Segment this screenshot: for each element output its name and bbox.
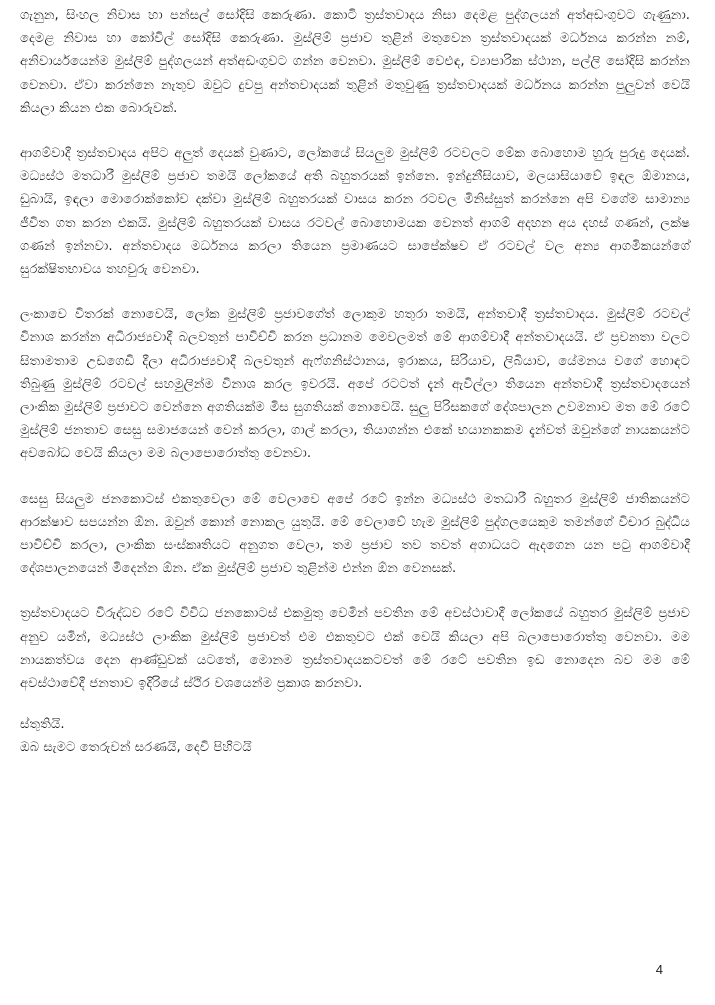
- page-number: 4: [655, 962, 663, 977]
- closing-blessing: ඔබ සැමට තෙරුවන් සරණයි, දෙවි පිහිටයි: [20, 740, 252, 756]
- closing-thanks: ස්තුතියි.: [20, 717, 65, 733]
- paragraph-4: සෙසු සියලුම ජනකොටස් එකතුවෙලා මේ වෙලාවෙ අපේ රටේ ඉන්න මධ්‍යස්ථ මතධාරී බහුතර මුස්ලිම් ජාතිකයන්ට ආරක්ෂාව සපයන්න ඕන. ඔවුන් කොන් නොකල යුතුයි. මේ වෙලාවේ හැම මුස්ලිම් පුද්ගලයෙකුම තමන්ගේ විචාර බුද්ධිය පාවිච්චි කරලා, ලාංකික සංස්කෘතියට අනුගත වෙලා, තම ප්‍රජාව තව තවත් අගාධයට ඇදගෙන යන පටු ආගම්වාදී දේශපාලනයෙන් මිදෙන්න ඕන. ඒක මුස්ලිම් ප්‍රජාව තුළින්ම එන්න ඕන වෙනසක්.: [20, 491, 690, 577]
- paragraph-1: ගැනුන, සිංහල නිවාස හා පන්සල් සෝදිසි කෙරුණා. කොටි ත්‍රස්තවාදය නිසා දෙමළ පුද්ගලයන් අත්අඩංගුවට ගැණුනා. දෙමළ නිවාස හා කෝවිල් සෝදිසි කෙරුණා. මුස්ලිම් ප්‍රජාව තුළින් මතුවෙන ත්‍රස්තවාදයක් මර්ධනය කරන්න නම්, අනිවාර්යයෙන්ම මුස්ලිම් පුද්ගලයන් අත්අඩංගුවට ගන්න වෙනවා. මුස්ලිම් වෙළුඳ, ව්‍යාපාරික ස්ථාන, පල්ලි සෝදිසි කරන්න වෙනවා. ඒවා කරන්නෙ නැතුව ඔවුට දුවපු අන්තවාදයක් තුළින් මතුවුණු ත්‍රස්තවාදයක් මර්ධනය කරන්න පුලුවන් වෙයි කියලා කියන එක බොරුවක්.: [20, 8, 690, 116]
- document-body: [20, 4, 690, 760]
- paragraph-5: ත්‍රස්තවාදයට විරුද්ධව රටේ විවිධ ජනකොටස් එකමුතු වෙමින් පවතින මේ අවස්ථාවාදී ලෝකයේ බහුතර මුස්ලිම් ප්‍රජාව අනුව යමින්, මධ්‍යස්ථ ලාංකික මුස්ලිම් ප්‍රජාවත් එම එකතුවට එක් වෙයි කියලා අපි බලාපොරොත්තු වෙනවා. මම නායකත්වය දෙන ආණ්ඩුවක් යටතේ, මොනම ත්‍රස්තවාදයකටවත් මේ රටේ පවතින ඉඩ නොදෙන බව මම මේ අවස්ථාවේදී ජනතාව ඉදිරියේ ස්ථිර වශයෙන්ම ප්‍රකාශ කරනවා.: [20, 606, 690, 692]
- paragraph-2: ආගම්වාදී ත්‍රස්තවාදය අපිට අලුත් දෙයක් වුණාට, ලෝකයේ සියලුම මුස්ලිම් රටවලට මේක බොහොම හුරු පුරුදු දෙයක්. මධ්‍යස්ථ මතධාරී මුස්ලිම් ප්‍රජාව තමයි ලෝකයේ අති බහුතරයක් ඉන්නෙ. ඉන්දුනීසියාව, මලයාසියාවේ ඉඳල ඕමානය, ඩුබායි, ඉඳලා මොරොක්කෝව දක්වා මුස්ලිම් බහුතරයක් වාසය කරන රටවල මිනිස්සුත් කරන්නෙ අපි වගේම සාමාන්‍ය ජීවිත ගත කරන එකයි. මුස්ලිම් බහුතරයක් වාසය රටවල් බොහොමයක වෙනත් ආගම් අදහන අය දහස් ගණන්, ලක්ෂ ගණන් ඉන්නවා. අන්තවාදය මර්ධනය කරලා තියෙන ප්‍රමාණයට සාපේක්ෂව ඒ රටවල් වල අන්‍ය ආගමිකයන්ගේ සුරක්ෂිතභාවය තහවුරු වෙනවා.: [20, 146, 690, 278]
- paragraph-3: ලංකාවෙ විතරක් නොවෙයි, ලෝක මුස්ලිම් ප්‍රජාවගේත් ලොකුම හතුරා තමයි, අන්තවාදී ත්‍රස්තවාදය. මුස්ලිම් රටවල් විනාශ කරන්න අධිරාජ්‍යවාදී බලවතුන් පාවිච්චි කරන ප්‍රධානම මෙවලමත් මේ ආගම්වාදී අන්තවාදයයි. ඒ ප්‍රවනතා වලට සිතාමතාම උඩගෙඩි දීලා අධිරාජ්‍යවාදී බලවතුන් ඇෆ්ගනිස්ථානය, ඉරාකය, සිරියාව, ලිබියාව, යේමනය වගේ හොඳට තිබුණු මුස්ලිම් රටවල් සහමුලින්ම විනාශ කරල ඉවරයි. අපේ රටටත් දැන් ඇවිල්ලා තියෙන අන්තවාදී ත්‍රස්තවාදයෙන් ලාංකික මුස්ලිම් ප්‍රජාවට වෙන්නෙ අගතියක්ම මිස සුගතියක් නොවෙයි. සුලු පිරිසකගේ දේශපාලන උවමනාව මත මේ රටේ මුස්ලිම් ජනතාව සෙසු සමාජයෙන් වෙන් කරලා, ගාල් කරලා, තියාගන්න එකේ භයානකකම දැන්වත් ඔවුන්ගේ නායකයන්ට අවබෝධ වෙයි කියලා මම බලාපොරොත්තු වෙනවා.: [20, 307, 690, 462]
